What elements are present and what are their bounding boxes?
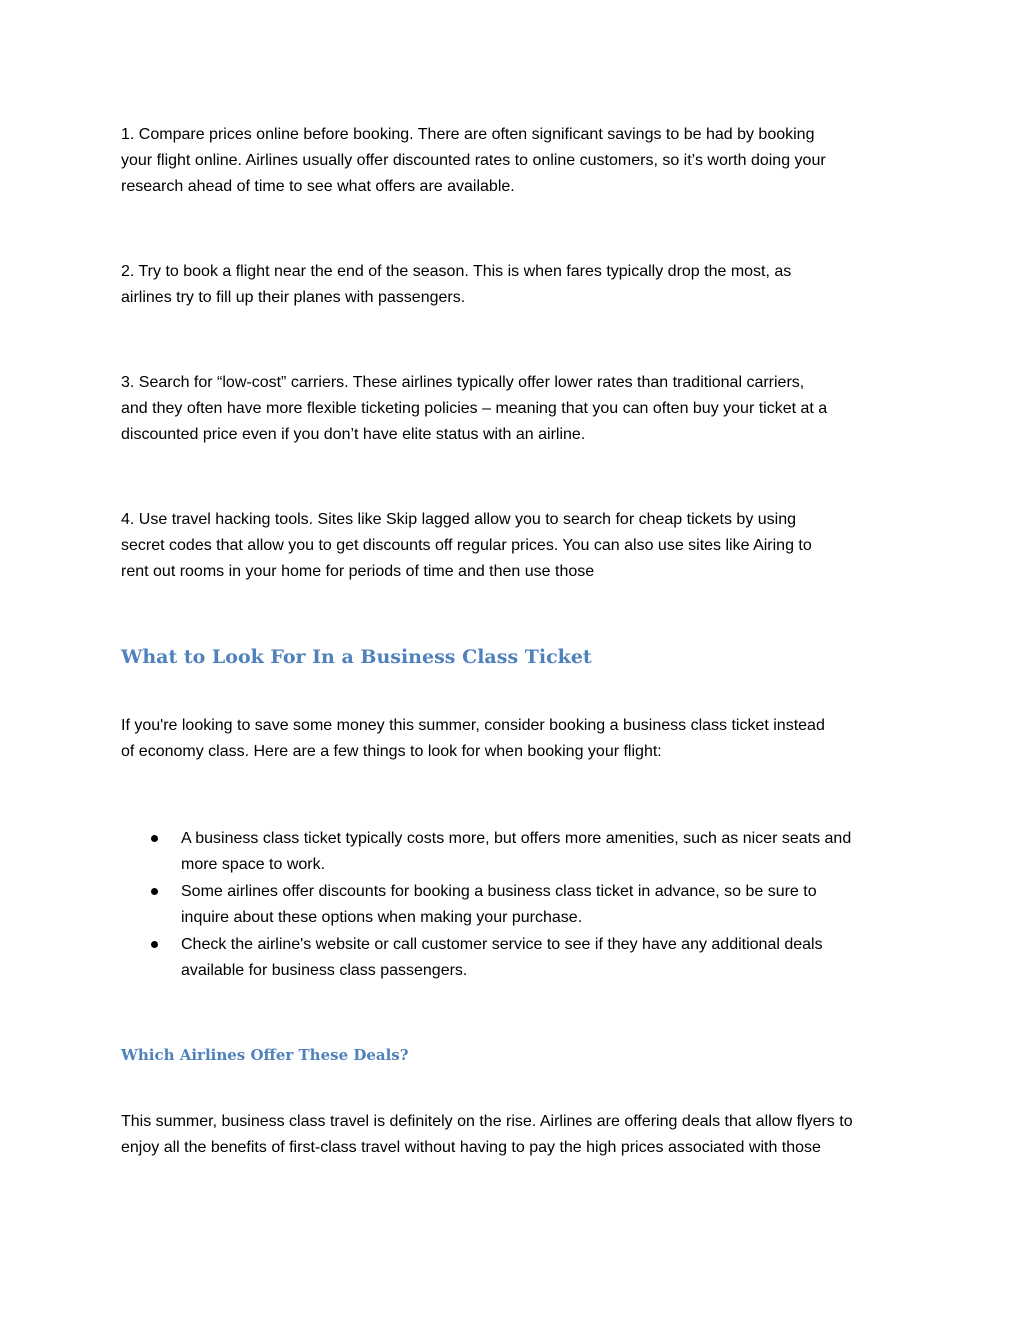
business-class-intro-paragraph bbox=[121, 713, 891, 765]
tip-compare-prices-paragraph bbox=[121, 122, 891, 200]
paragraph-line: If you're looking to save some money this summer, consider booking a business class ticket instead bbox=[121, 717, 825, 734]
paragraph-line: of economy class. Here are a few things to look for when booking your flight: bbox=[121, 743, 662, 760]
paragraph-line: research ahead of time to see what offers are available. bbox=[121, 178, 515, 195]
list-item bbox=[121, 826, 901, 878]
bullet-icon bbox=[151, 835, 158, 842]
list-item bbox=[121, 879, 901, 931]
bullet-line: A business class ticket typically costs more, but offers more amenities, such as nicer seats and bbox=[181, 830, 852, 847]
tip-end-of-season-paragraph bbox=[121, 259, 891, 311]
airlines-deals-heading: Which Airlines Offer These Deals? bbox=[121, 1046, 409, 1064]
paragraph-line: secret codes that allow you to get discounts off regular prices. You can also use sites like Airing to bbox=[121, 537, 812, 554]
airlines-deals-paragraph bbox=[121, 1109, 891, 1161]
paragraph-line: your flight online. Airlines usually offer discounted rates to online customers, so it’s worth doing your bbox=[121, 152, 826, 169]
paragraph-line: 2. Try to book a flight near the end of the season. This is when fares typically drop the most, as bbox=[121, 263, 792, 280]
bullet-line: more space to work. bbox=[181, 856, 326, 873]
business-class-heading: What to Look For In a Business Class Ticket bbox=[121, 646, 592, 668]
bullet-icon bbox=[151, 888, 158, 895]
paragraph-line: 3. Search for “low-cost” carriers. These airlines typically offer lower rates than traditional carriers, bbox=[121, 374, 805, 391]
tip-low-cost-carriers-paragraph bbox=[121, 370, 891, 448]
bullet-line: Check the airline's website or call customer service to see if they have any additional deals bbox=[181, 936, 823, 953]
paragraph-line: 1. Compare prices online before booking. There are often significant savings to be had by booking bbox=[121, 126, 815, 143]
paragraph-line: and they often have more flexible ticketing policies – meaning that you can often buy your ticket at a bbox=[121, 400, 828, 417]
paragraph-line: 4. Use travel hacking tools. Sites like Skip lagged allow you to search for cheap tickets by using bbox=[121, 511, 797, 528]
paragraph-line: enjoy all the benefits of first-class travel without having to pay the high prices associated with those bbox=[121, 1139, 821, 1156]
bullet-line: Some airlines offer discounts for booking a business class ticket in advance, so be sure to bbox=[181, 883, 817, 900]
bullet-line: available for business class passengers. bbox=[181, 962, 468, 979]
tip-travel-hacking-paragraph bbox=[121, 507, 891, 585]
paragraph-line: airlines try to fill up their planes with passengers. bbox=[121, 289, 466, 306]
bullet-icon bbox=[151, 941, 158, 948]
list-item bbox=[121, 932, 901, 984]
paragraph-line: This summer, business class travel is definitely on the rise. Airlines are offering deals that allow flyers to bbox=[121, 1113, 853, 1130]
paragraph-line: discounted price even if you don’t have elite status with an airline. bbox=[121, 426, 586, 443]
bullet-line: inquire about these options when making your purchase. bbox=[181, 909, 583, 926]
paragraph-line: rent out rooms in your home for periods of time and then use those bbox=[121, 563, 595, 580]
business-class-bullet-list bbox=[121, 826, 901, 985]
